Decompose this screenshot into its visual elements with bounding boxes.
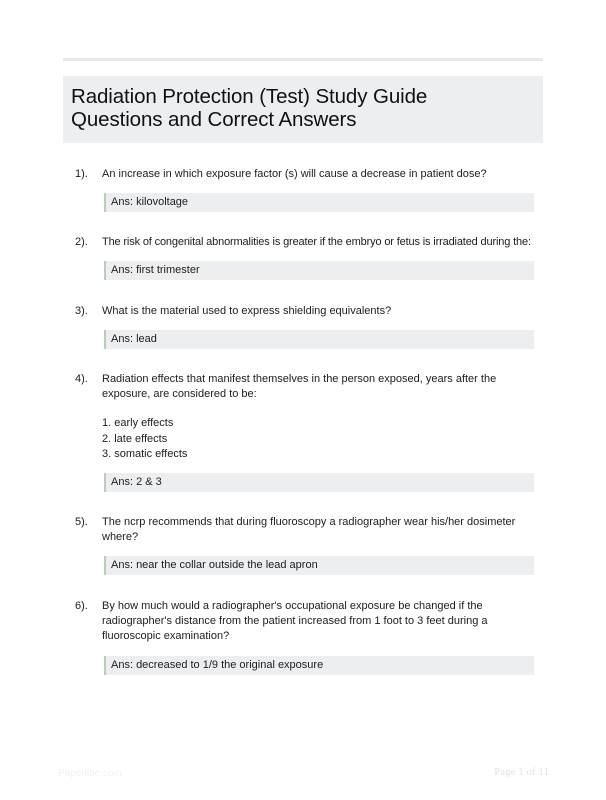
page-number: Page 1 of 11 [494, 766, 549, 778]
question-text: What is the material used to express shielding equivalents? [102, 305, 392, 317]
question-text: The risk of congenital abnormalities is greater if the embryo or fetus is irradiated during the: [102, 236, 531, 248]
question-row [63, 515, 543, 545]
footer-watermark: Paperlibe.com [58, 768, 122, 779]
question-row [63, 304, 543, 319]
question-row [63, 235, 543, 250]
question-text: Radiation effects that manifest themselves in the person exposed, years after the exposure, are considered to be: [102, 373, 497, 401]
document-title-box [63, 76, 543, 143]
question-text: By how much would a radiographer's occupational exposure be changed if the radiographer's distance from the patient increased from 1 foot to 3 feet during a fluoroscopic examination? [102, 600, 488, 643]
question-row [63, 167, 543, 182]
question-number: 3). [75, 305, 88, 317]
answer-box: Ans: first trimester [104, 261, 534, 280]
answer-box: Ans: kilovoltage [104, 193, 534, 212]
question-number: 6). [75, 600, 88, 612]
answer-box: Ans: decreased to 1/9 the original exposure [104, 656, 534, 675]
option-item: 1. early effects [102, 417, 174, 430]
answer-box: Ans: lead [104, 330, 534, 349]
question-row [63, 372, 543, 402]
question-block-1 [63, 167, 543, 212]
answer-box: Ans: near the collar outside the lead apron [104, 556, 534, 575]
question-block-2 [63, 235, 543, 280]
question-text: An increase in which exposure factor (s) will cause a decrease in patient dose? [102, 168, 487, 180]
question-number: 1). [75, 168, 88, 180]
question-text: The ncrp recommends that during fluoroscopy a radiographer wear his/her dosimeter where? [102, 516, 516, 544]
question-number: 5). [75, 516, 88, 528]
question-block-4 [63, 372, 543, 492]
question-number: 2). [75, 236, 88, 248]
header-divider [63, 58, 543, 61]
option-item: 3. somatic effects [102, 447, 188, 460]
answer-box: Ans: 2 & 3 [104, 473, 534, 492]
option-item: 2. late effects [102, 432, 168, 445]
document-title-line-2: Questions and Correct Answers [71, 108, 357, 131]
question-number: 4). [75, 373, 88, 385]
document-title-line-1: Radiation Protection (Test) Study Guide [71, 85, 428, 108]
question-block-5 [63, 515, 543, 575]
question-row [63, 599, 543, 645]
question-block-6 [63, 599, 543, 675]
options-list [102, 416, 543, 462]
question-block-3 [63, 304, 543, 349]
